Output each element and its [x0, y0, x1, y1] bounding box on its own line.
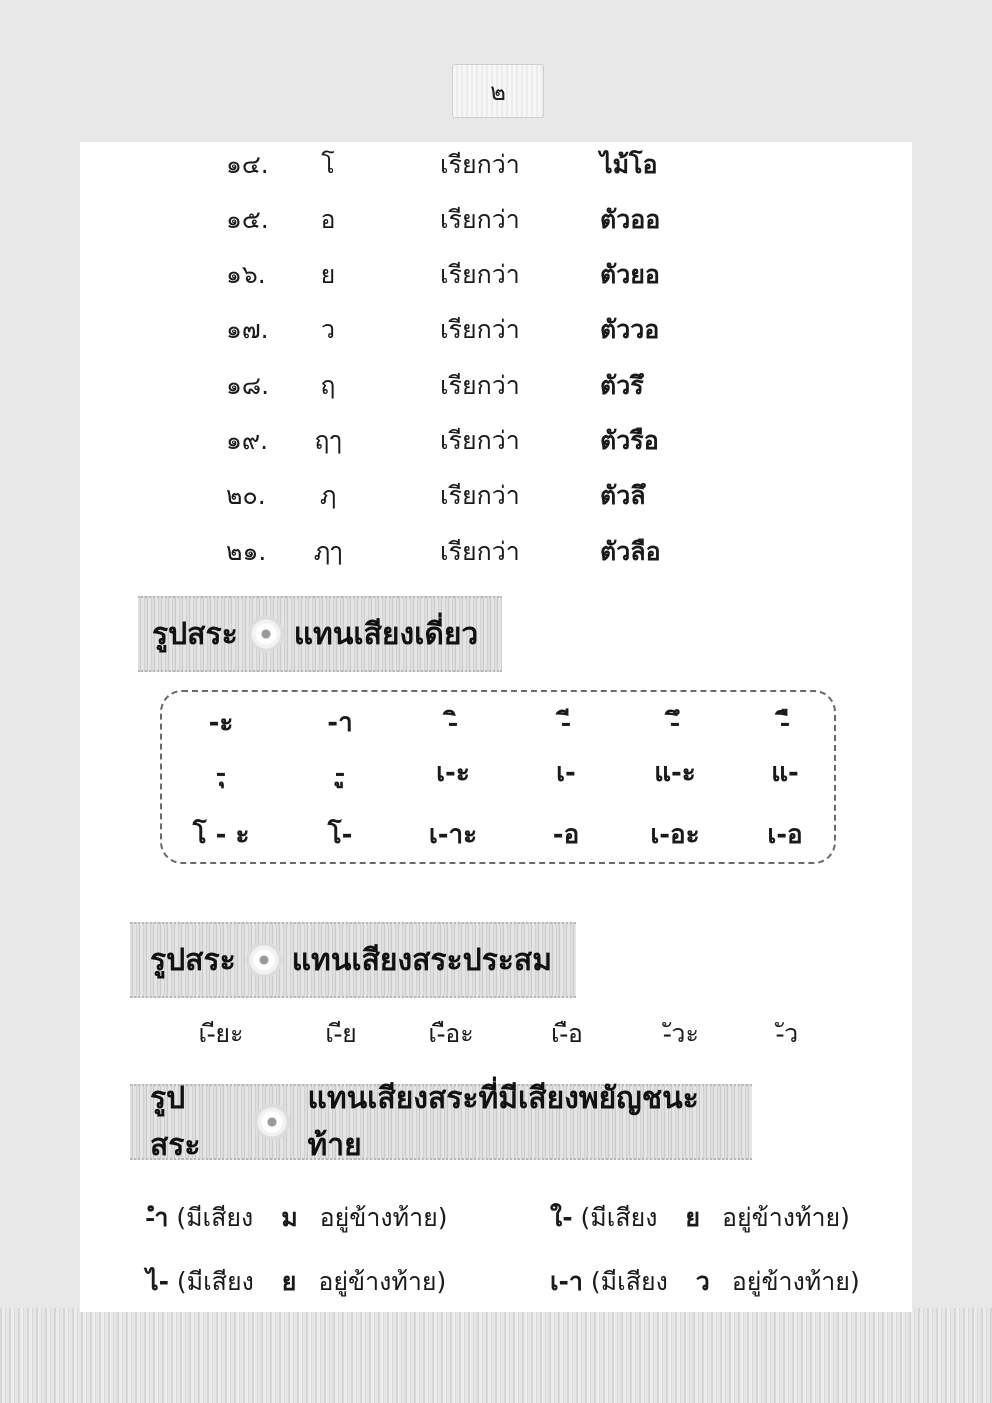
final-consonant: ย	[281, 1267, 297, 1296]
final-pre: (มีเสียง	[176, 1203, 254, 1232]
letter-glyph: ฤๅ	[314, 426, 342, 455]
final-vowel: -ำ	[146, 1203, 169, 1232]
section-banner-compound	[130, 922, 576, 998]
vowel-cell: -ู	[335, 758, 345, 788]
vowel-cell: -ิ	[448, 708, 458, 738]
vowel-cell: เ-	[556, 758, 576, 788]
final-vowel: เ-า	[550, 1267, 583, 1296]
vowel-cell: เ-าะ	[428, 820, 478, 850]
final-consonant: ว	[695, 1267, 710, 1296]
letter-row	[80, 366, 912, 406]
letter-name: ตัวลึ	[600, 481, 646, 510]
letter-name: ตัวยอ	[600, 260, 660, 289]
compound-vowel: -ัวะ	[663, 1019, 699, 1048]
letter-row	[80, 145, 912, 185]
letter-glyph: ฤ	[320, 371, 336, 400]
vowel-cell: -ี	[561, 708, 571, 738]
letter-row	[80, 255, 912, 295]
vowel-cell: -า	[327, 708, 353, 738]
banner-title-pre: รูปสระ	[150, 942, 236, 978]
flower-icon	[246, 942, 282, 978]
banner-title-post: แทนเสียงเดี่ยว	[293, 616, 479, 652]
final-pre: (มีเสียง	[590, 1267, 668, 1296]
final-item	[146, 1262, 452, 1302]
letter-glyph: ว	[320, 315, 336, 344]
item-number: ๑๙.	[226, 426, 269, 455]
section-banner-final	[130, 1081, 752, 1163]
letter-row	[80, 310, 912, 350]
item-number: ๑๕.	[226, 205, 269, 234]
final-pre: (มีเสียง	[176, 1267, 254, 1296]
banner-title-pre: รูปสระ	[152, 616, 238, 652]
letter-name: ตัวรึ	[600, 371, 644, 400]
compound-vowel: เ-ีย	[325, 1019, 357, 1048]
final-post: อยู่ข้างท้าย)	[731, 1267, 860, 1296]
item-number: ๒๑.	[226, 537, 267, 566]
called-label: เรียกว่า	[440, 150, 520, 179]
vowel-cell: โ - ะ	[192, 820, 250, 850]
vowel-cell: -ะ	[208, 708, 234, 738]
letter-row	[80, 200, 912, 240]
letter-name: ตัวรือ	[600, 426, 659, 455]
final-post: อยู่ข้างท้าย)	[319, 1203, 448, 1232]
vowel-cell: -อ	[552, 820, 580, 850]
page-sheet	[80, 142, 912, 1312]
item-number: ๑๔.	[226, 150, 269, 179]
flower-icon	[248, 616, 284, 652]
called-label: เรียกว่า	[440, 260, 520, 289]
vowel-box	[160, 690, 836, 864]
called-label: เรียกว่า	[440, 315, 520, 344]
banner-title-post: แทนเสียงสระที่มีเสียงพยัญชนะท้าย	[307, 1081, 699, 1163]
called-label: เรียกว่า	[440, 426, 520, 455]
vowel-cell: เ-อ	[767, 820, 803, 850]
compound-vowel: เ-ือะ	[428, 1019, 474, 1048]
vowel-cell: เ-ะ	[436, 758, 470, 788]
vowel-cell: แ-	[771, 758, 799, 788]
compound-vowel: -ัว	[775, 1019, 799, 1048]
letter-row	[80, 532, 912, 572]
letter-name: ตัวออ	[600, 205, 661, 234]
letter-glyph: โ	[321, 150, 335, 179]
compound-vowel: เ-ียะ	[198, 1019, 244, 1048]
banner-title-post: แทนเสียงสระประสม	[291, 942, 553, 978]
page-number-text: ๒	[490, 77, 506, 106]
final-consonant: ม	[281, 1203, 298, 1232]
final-vowel: ใ-	[550, 1203, 573, 1232]
letter-name: ตัววอ	[600, 315, 660, 344]
final-item	[146, 1198, 454, 1238]
item-number: ๑๗.	[226, 315, 269, 344]
called-label: เรียกว่า	[440, 371, 520, 400]
letter-glyph: อ	[320, 205, 336, 234]
vowel-cell: -ุ	[216, 758, 226, 788]
banner-title-pre: รูปสระ	[150, 1081, 201, 1163]
vowel-cell: -ื	[780, 708, 790, 738]
letter-glyph: ย	[320, 260, 336, 289]
letter-name: ตัวลือ	[600, 537, 661, 566]
final-consonant: ย	[685, 1203, 701, 1232]
letter-row	[80, 476, 912, 516]
called-label: เรียกว่า	[440, 205, 520, 234]
vowel-cell: แ-ะ	[654, 758, 696, 788]
bottom-grass-decoration	[0, 1308, 992, 1403]
compound-vowel: เ-ือ	[551, 1019, 583, 1048]
final-post: อยู่ข้างท้าย)	[722, 1203, 850, 1232]
called-label: เรียกว่า	[440, 481, 520, 510]
final-item	[550, 1262, 866, 1302]
final-item	[550, 1198, 856, 1238]
final-post: อยู่ข้างท้าย)	[318, 1267, 447, 1296]
flower-icon	[254, 1104, 290, 1140]
vowel-cell: เ-อะ	[650, 820, 700, 850]
item-number: ๑๖.	[226, 260, 266, 289]
letter-row	[80, 421, 912, 461]
final-pre: (มีเสียง	[580, 1203, 658, 1232]
item-number: ๑๘.	[226, 371, 270, 400]
letter-name: ไม้โอ	[600, 150, 658, 179]
vowel-cell: โ-	[327, 820, 353, 850]
letter-glyph: ฦ	[319, 481, 337, 510]
page-number	[452, 64, 544, 118]
letter-glyph: ฦๅ	[313, 537, 343, 566]
section-banner-single	[138, 596, 502, 672]
final-vowel: ไ-	[146, 1267, 169, 1296]
vowel-cell: -ึ	[670, 708, 680, 738]
called-label: เรียกว่า	[440, 537, 520, 566]
item-number: ๒๐.	[226, 481, 266, 510]
